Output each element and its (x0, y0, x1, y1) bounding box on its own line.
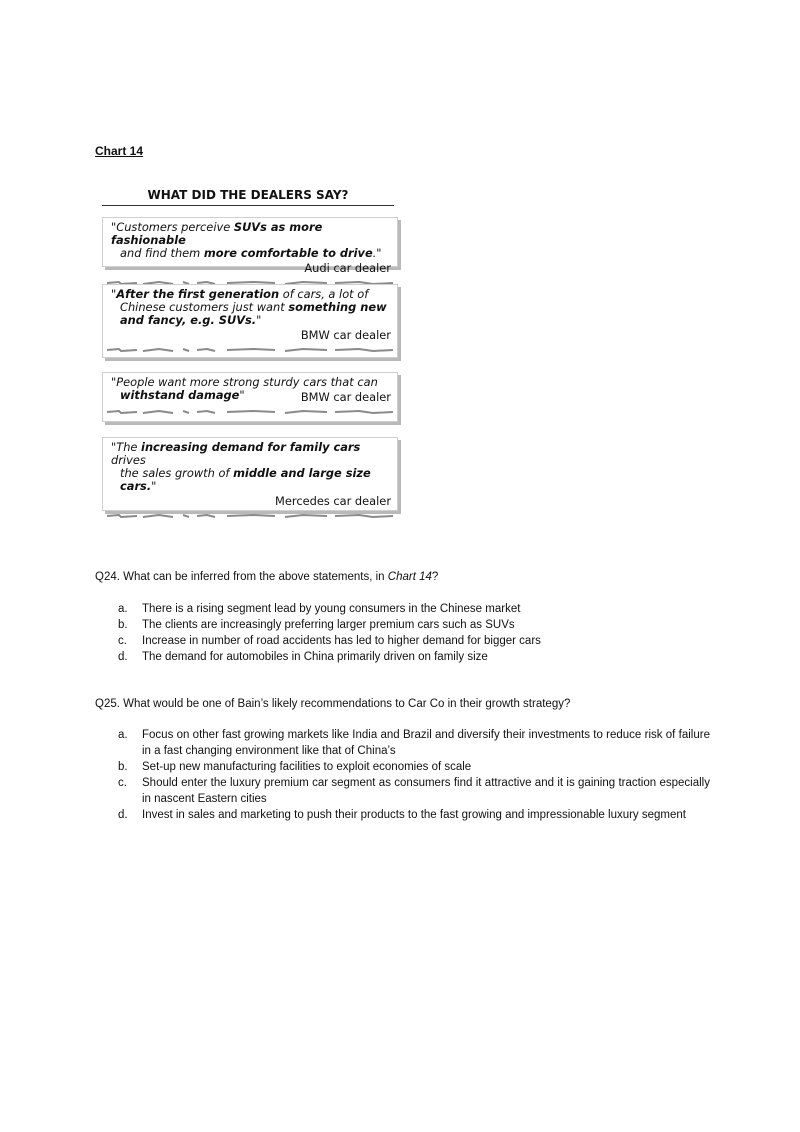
option-b: b. The clients are increasingly preferring larger premium cars such as SUVs (118, 619, 515, 631)
question-25-options (118, 727, 710, 823)
quote-text: "After the first generation of cars, a lot of Chinese customers just want something new and fancy, e.g. SUVs." (111, 287, 387, 327)
option-c: c. Should enter the luxury premium car segment as consumers find it attractive and it is gaining traction especially in nascent Eastern cities (118, 777, 710, 805)
question-24: Q24. What can be inferred from the above statements, in Chart 14? (95, 571, 439, 583)
torn-edge-decoration (103, 408, 397, 416)
torn-edge-decoration (103, 512, 397, 520)
quote-card-bmw-1 (102, 284, 398, 358)
quote-card-mercedes (102, 437, 398, 511)
quote-source: BMW car dealer (300, 390, 391, 404)
quote-text: "Customers perceive SUVs as more fashionable and find them more comfortable to drive." (111, 220, 382, 260)
option-a: a. Focus on other fast growing markets like India and Brazil and diversify their investments to reduce risk of failure in a fast changing environment like that of China’s (118, 729, 710, 757)
quote-source: Mercedes car dealer (275, 494, 391, 508)
option-b: b. Set-up new manufacturing facilities to exploit economies of scale (118, 761, 472, 773)
question-25: Q25. What would be one of Bain’s likely recommendations to Car Co in their growth strategy? (95, 698, 571, 710)
option-d: d. Invest in sales and marketing to push their products to the fast growing and impressionable luxury segment (118, 809, 686, 821)
quote-card-bmw-2 (102, 372, 398, 422)
quote-card-audi (102, 217, 398, 275)
quote-source: Audi car dealer (304, 261, 391, 275)
quote-text: "The increasing demand for family cars drives the sales growth of middle and large size cars." (111, 440, 371, 493)
panel-title: WHAT DID THE DEALERS SAY? (102, 188, 394, 206)
quote-text: "People want more strong sturdy cars that can withstand damage" (111, 375, 378, 402)
option-d: d. The demand for automobiles in China primarily driven on family size (118, 651, 488, 663)
chart-label: Chart 14 (95, 144, 144, 158)
option-c: c. Increase in number of road accidents has led to higher demand for bigger cars (118, 635, 541, 647)
dealer-quotes-panel (100, 188, 400, 508)
quote-source: BMW car dealer (300, 328, 391, 342)
option-a: a. There is a rising segment lead by young consumers in the Chinese market (118, 603, 521, 615)
torn-edge-decoration (103, 346, 397, 354)
question-24-options (118, 601, 710, 665)
